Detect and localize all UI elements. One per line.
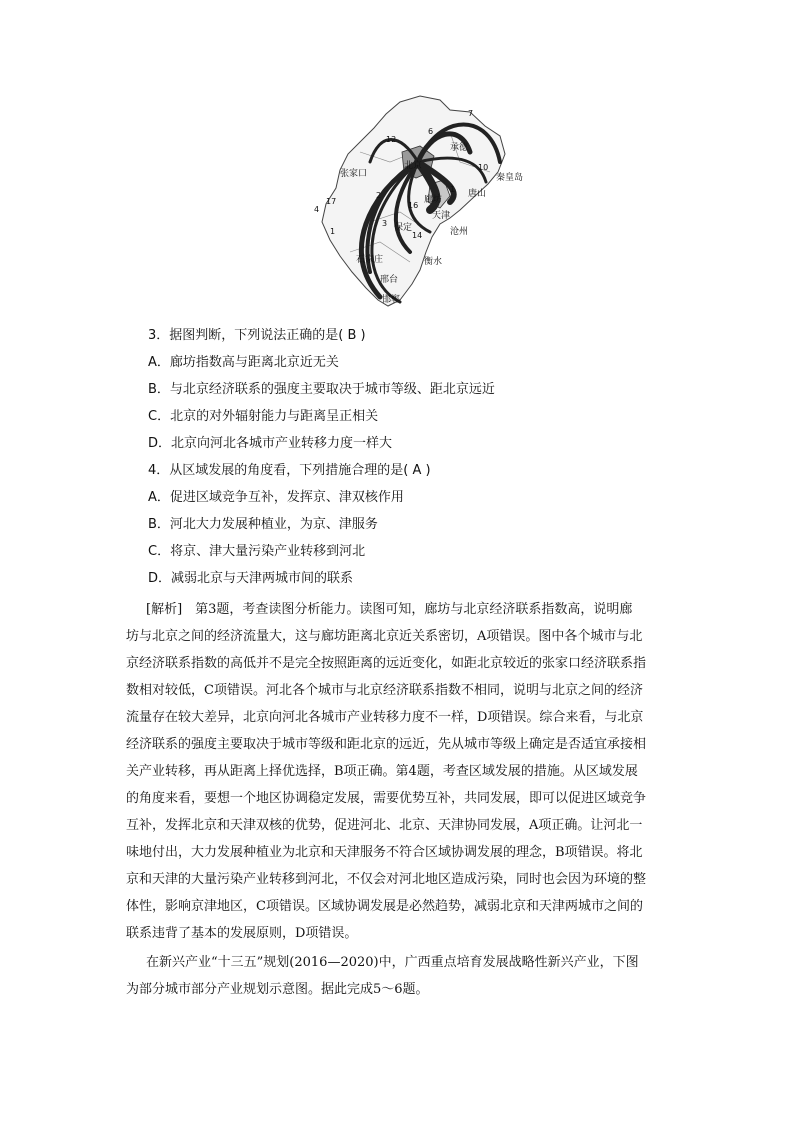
beijing-economic-linkage-map bbox=[300, 92, 540, 312]
index-number: 3 bbox=[382, 219, 388, 228]
analysis-line: 味地付出，大力发展种植业为北京和天津服务不符合区域协调发展的理念，B项错误。将北 bbox=[126, 845, 643, 860]
intro-line: 为部分城市部分产业规划示意图。据此完成5～6题。 bbox=[126, 982, 429, 997]
question-4-option-c: C．将京、津大量污染产业转移到河北 bbox=[148, 544, 366, 559]
question-4-option-d: D．减弱北京与天津两城市间的联系 bbox=[148, 571, 354, 586]
question-3 bbox=[148, 322, 668, 457]
question-4-option-b: B．河北大力发展种植业，为京、津服务 bbox=[148, 517, 378, 532]
map-svg bbox=[300, 92, 540, 312]
index-number: 4 bbox=[314, 205, 320, 214]
question-3-option-d: D．北京向河北各城市产业转移力度一样大 bbox=[148, 436, 393, 451]
question-4-option-a: A．促进区域竞争互补，发挥京、津双核作用 bbox=[148, 490, 404, 505]
index-number: 14 bbox=[412, 231, 423, 240]
city-shijiazhuang: 石家庄 bbox=[356, 255, 384, 265]
city-tangshan: 唐山 bbox=[468, 189, 487, 199]
intro-line: 在新兴产业“十三五”规划(2016—2020)中，广西重点培育发展战略性新兴产业，下图 bbox=[146, 955, 639, 970]
index-number: 17 bbox=[326, 197, 337, 206]
question-3-option-c: C．北京的对外辐射能力与距离呈正相关 bbox=[148, 409, 379, 424]
index-number: 6 bbox=[428, 127, 434, 136]
analysis-line: 数相对较低，C项错误。河北各个城市与北京经济联系指数不相同，说明与北京之间的经济 bbox=[126, 683, 643, 698]
city-cangzhou: 沧州 bbox=[450, 227, 469, 237]
analysis-line: 联系违背了基本的发展原则，D项错误。 bbox=[126, 926, 358, 941]
analysis-line: 流量存在较大差异，北京向河北各城市产业转移力度不一样，D项错误。综合来看，与北京 bbox=[126, 710, 644, 725]
index-number: 10 bbox=[478, 163, 489, 172]
analysis-line: 体性，影响京津地区，C项错误。区域协调发展是必然趋势，减弱北京和天津两城市之间的 bbox=[126, 899, 643, 914]
index-number: 2 bbox=[376, 191, 382, 200]
question-3-option-a: A．廊坊指数高与距离北京近无关 bbox=[148, 355, 339, 370]
city-chengde: 承德 bbox=[450, 143, 469, 153]
city-baoding: 保定 bbox=[394, 223, 413, 233]
question-4-stem: 4．从区域发展的角度看，下列措施合理的是( A ) bbox=[148, 463, 431, 478]
intro-paragraph bbox=[126, 949, 672, 1003]
city-xingtai: 邢台 bbox=[380, 275, 399, 285]
city-qinhuangdao: 秦皇岛 bbox=[496, 173, 524, 183]
index-number: 1 bbox=[330, 227, 336, 236]
index-number: 1 bbox=[450, 185, 456, 194]
analysis-line: 经济联系的强度主要取决于城市等级和距北京的远近，先从城市等级上确定是否适宜承接相 bbox=[126, 737, 647, 752]
analysis-line: 京经济联系指数的高低并不是完全按照距离的远近变化，如距北京较近的张家口经济联系指 bbox=[126, 656, 647, 671]
analysis-line: 坊与北京之间的经济流量大，这与廊坊距离北京近关系密切，A项错误。图中各个城市与北 bbox=[126, 629, 643, 644]
question-4 bbox=[148, 457, 668, 592]
analysis-line: 关产业转移，再从距离上择优选择，B项正确。第4题，考查区域发展的措施。从区域发展 bbox=[126, 764, 638, 779]
analysis-line: 互补，发挥北京和天津双核的优势，促进河北、北京、天津协同发展，A项正确。让河北一 bbox=[126, 818, 643, 833]
analysis-line: [解析] 第3题，考查读图分析能力。读图可知，廊坊与北京经济联系指数高，说明廊 bbox=[146, 602, 633, 617]
index-number: 7 bbox=[468, 109, 474, 118]
question-3-option-b: B．与北京经济联系的强度主要取决于城市等级、距北京远近 bbox=[148, 382, 495, 397]
city-beijing: 北京 bbox=[404, 161, 423, 171]
city-hengshui: 衡水 bbox=[424, 257, 443, 267]
index-number: 12 bbox=[386, 135, 397, 144]
city-langfang: 廊坊 bbox=[424, 195, 443, 205]
analysis-line: 的角度来看，要想一个地区协调稳定发展，需要优势互补，共同发展，即可以促进区域竞争 bbox=[126, 791, 647, 806]
city-zhangjiakou: 张家口 bbox=[340, 169, 368, 179]
analysis-line: 京和天津的大量污染产业转移到河北，不仅会对河北地区造成污染，同时也会因为环境的整 bbox=[126, 872, 647, 887]
question-3-stem: 3．据图判断，下列说法正确的是( B ) bbox=[148, 328, 366, 343]
city-tianjin: 天津 bbox=[432, 211, 451, 221]
index-number: 16 bbox=[408, 201, 419, 210]
city-handan: 邯郸 bbox=[382, 295, 401, 305]
analysis-paragraph bbox=[126, 596, 672, 947]
